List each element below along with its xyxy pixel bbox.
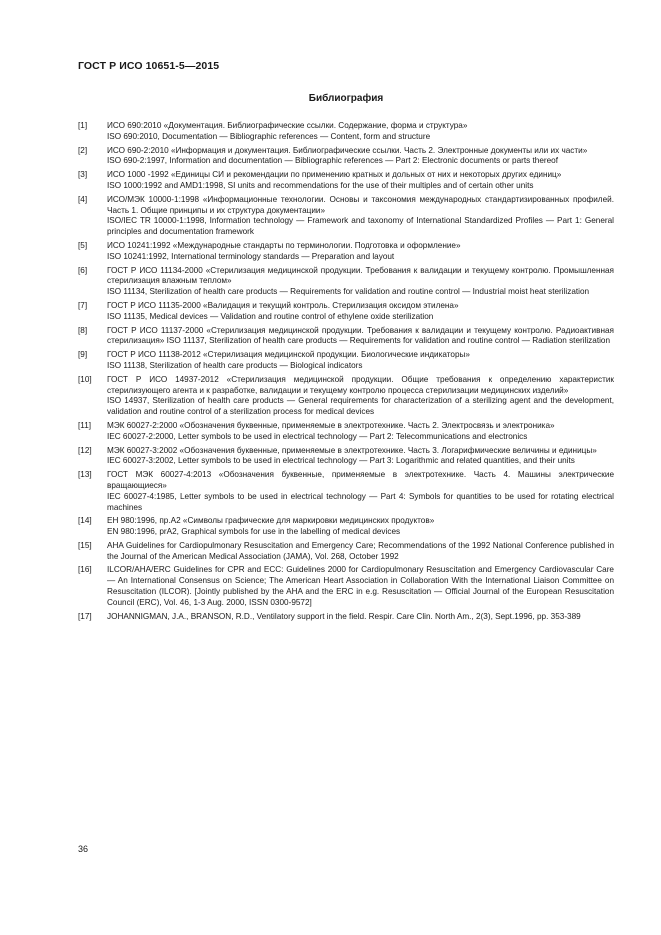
bibliography-entry [78,350,614,372]
reference-number: [6] [78,265,88,275]
bibliography-entry [78,241,614,263]
bibliography-entry [78,301,614,323]
document-code: ГОСТ Р ИСО 10651-5—2015 [78,60,220,72]
reference-text: JOHANNIGMAN, J.A., BRANSON, R.D., Ventilatory support in the field. Respir. Care Clin. North Am., 2(3), Sept.1996, pp. 353-389 [107,611,581,621]
reference-body [107,470,614,513]
reference-text: ИСО 690-2:2010 «Информация и документация. Библиографические ссылки. Часть 2. Электронные документы или их части» [107,145,588,155]
reference-text: ГОСТ МЭК 60027-4:2013 «Обозначения буквенные, применяемые в электротехнике. Часть 4. Машины электрические вращающиеся» [107,470,614,490]
reference-number: [12] [78,445,92,455]
reference-number: [10] [78,374,92,384]
reference-number: [1] [78,121,88,130]
reference-text: ГОСТ Р ИСО 11135-2000 «Валидация и текущий контроль. Стерилизация оксидом этилена» [107,300,459,310]
reference-text: ISO 1000:1992 and AMD1:1998, SI units and recommendations for the use of their multiples and of certain other units [107,180,534,190]
reference-body [107,375,614,418]
page-number: 36 [78,844,89,854]
reference-body [107,195,614,238]
bibliography-entry [78,375,614,418]
bibliography-entry [78,541,614,563]
reference-number: [9] [78,350,88,360]
bibliography-entry [78,266,614,298]
bibliography-entry [78,195,614,238]
reference-body [107,565,614,608]
reference-number: [2] [78,145,88,155]
bibliography-list [78,121,614,625]
reference-text: ISO/IEC TR 10000-1:1998, Information technology — Framework and taxonomy of International Standardized Profiles — Part 1: General principles and documentation framework [107,216,614,237]
bibliography-entry [78,470,614,513]
bibliography-entry [78,170,614,192]
reference-body [107,446,614,468]
reference-text: ГОСТ Р ИСО 11138-2012 «Стерилизация медицинской продукции. Биологические индикаторы» [107,350,470,360]
bibliography-entry [78,421,614,443]
reference-text: ISO 14937, Sterilization of health care products — General requirements for characterization of a sterilizing agent and the development, validation and routine control of a sterilization process for medical devices [107,396,614,417]
reference-text: ИСО 1000 -1992 «Единицы СИ и рекомендации по применению кратных и дольных от них и некоторых других единиц» [107,170,562,180]
reference-number: [13] [78,470,92,480]
reference-body [107,326,614,348]
reference-text: ISO 690-2:1997, Information and documentation — Bibliographic references — Part 2: Electronic documents or parts thereof [107,156,559,166]
reference-text: ISO 11134, Sterilization of health care products — Requirements for validation and routine control — Industrial moist heat sterilization [107,287,590,297]
reference-number: [4] [78,194,88,204]
reference-text: AHA Guidelines for Cardiopulmonary Resuscitation and Emergency Care; Recommendations of the 1992 National Conference published in the Journal of the American Medical Association (JAMA), Vol. 268, October 1992 [107,540,614,561]
reference-number: [17] [78,611,92,621]
reference-text: ИСО/МЭК 10000-1:1998 «Информационные технологии. Основы и таксономия международных стандартизированных профилей. Часть 1. Общие принципы и их структура документации» [107,194,614,215]
reference-text: ЕН 980:1996, пр.А2 «Символы графические для маркировки медицинских продуктов» [107,516,435,526]
reference-body [107,241,614,263]
reference-text: ILCOR/AHA/ERC Guidelines for CPR and ECC: Guidelines 2000 for Cardiopulmonary Resuscitation and Emergency Cardiovascular Care — An International Consensus on Science; The American Heart Association in Collaboration With the International Liaison Committee on Resuscitation (ILCOR). [Jointly published by the AHA and the ERC in e.g. Resuscitation — Official Journal of the European Resuscitation Council (ERC), Vol. 46, 1-3 Aug. 2000, ISSN 0300-9572] [107,565,614,607]
reference-number: [7] [78,300,88,310]
reference-body [107,421,614,443]
bibliography-entry [78,516,614,538]
reference-body [107,301,614,323]
reference-number: [14] [78,516,92,526]
section-title: Библиография [308,93,384,104]
reference-text: ИСО 690:2010 «Документация. Библиографические ссылки. Содержание, форма и структура» [107,121,468,130]
bibliography-entry [78,446,614,468]
reference-body [107,516,614,538]
bibliography-entry [78,565,614,608]
reference-text: IEC 60027-2:2000, Letter symbols to be used in electrical technology — Part 2: Telecommunications and electronics [107,431,528,441]
reference-body [107,170,614,192]
reference-text: ISO 690:2010, Documentation — Bibliographic references — Content, form and structure [107,131,431,141]
reference-body [107,350,614,372]
reference-text: ГОСТ Р ИСО 11137-2000 «Стерилизация медицинской продукции. Требования к валидации и текущему контролю. Радиоактивная стерилизация» ISO 11137, Sterilization of health care products — Requirements for validation and routine control — Radiation sterilization [107,325,614,346]
reference-number: [5] [78,240,88,250]
bibliography-entry [78,326,614,348]
bibliography-entry [78,612,614,623]
reference-body [107,612,614,623]
reference-text: EN 980:1996, prA2, Graphical symbols for use in the labelling of medical devices [107,527,401,537]
reference-number: [16] [78,565,92,575]
reference-body [107,266,614,298]
reference-text: IEC 60027-4:1985, Letter symbols to be used in electrical technology — Part 4: Symbols for quantities to be used for rotating electrical machines [107,491,614,512]
reference-text: ISO 11138, Sterilization of health care products — Biological indicators [107,360,363,370]
reference-number: [11] [78,420,92,430]
reference-text: ГОСТ Р ИСО 11134-2000 «Стерилизация медицинской продукции. Требования к валидации и текущему контролю. Промышленная стерилизация влажным теплом» [107,265,614,286]
reference-number: [15] [78,540,92,550]
reference-text: ГОСТ Р ИСО 14937-2012 «Стерилизация медицинской продукции. Общие требования к определению характеристик стерилизующего агента и к разработке, валидации и текущему контролю процесса стерилизации медицинских изделий» [107,374,614,395]
bibliography-entry [78,121,614,143]
reference-number: [8] [78,325,88,335]
reference-text: IEC 60027-3:2002, Letter symbols to be used in electrical technology — Part 3: Logarithmic and related quantities, and their units [107,456,575,466]
reference-text: МЭК 60027-3:2002 «Обозначения буквенные, применяемые в электротехнике. Часть 3. Логарифмические величины и единицы» [107,445,597,455]
bibliography-entry [78,146,614,168]
reference-body [107,121,614,143]
reference-text: ИСО 10241:1992 «Международные стандарты по терминологии. Подготовка и оформление» [107,240,461,250]
reference-body [107,541,614,563]
reference-text: МЭК 60027-2:2000 «Обозначения буквенные, применяемые в электротехнике. Часть 2. Электросвязь и электроника» [107,420,555,430]
reference-text: ISO 11135, Medical devices — Validation and routine control of ethylene oxide sterilization [107,311,434,321]
reference-number: [3] [78,170,88,180]
reference-text: ISO 10241:1992, International terminology standards — Preparation and layout [107,251,395,261]
reference-body [107,146,614,168]
